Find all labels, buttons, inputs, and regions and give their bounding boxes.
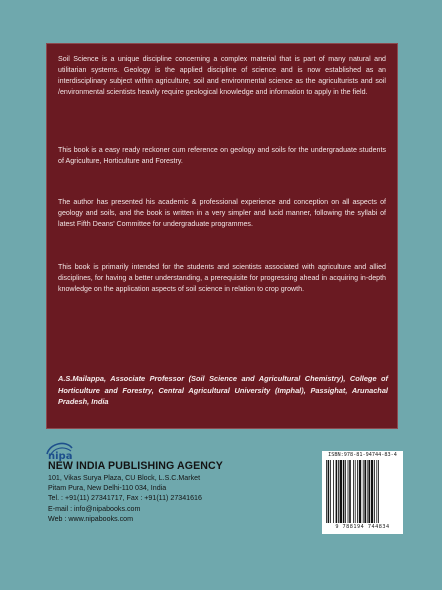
blurb-paragraph-2: This book is a easy ready reckoner cum reference on geology and soils for the undergraduate students of Agriculture, Horticulture and Forestry. bbox=[58, 146, 386, 166]
barcode-bar bbox=[349, 460, 351, 523]
svg-text:nipa: nipa bbox=[48, 451, 73, 461]
publisher-address-line-1: 101, Vikas Surya Plaza, CU Block, L.S.C.Market bbox=[48, 474, 201, 482]
publisher-address-line-2: Pitam Pura, New Delhi-110 034, India bbox=[48, 484, 167, 493]
barcode-bar bbox=[353, 460, 354, 523]
barcode-digits: 9 788194 744834 bbox=[335, 524, 390, 530]
barcode-bar bbox=[333, 460, 334, 523]
barcode-bar bbox=[328, 460, 330, 523]
barcode-bar bbox=[371, 460, 373, 523]
publisher-block bbox=[48, 459, 308, 524]
blurb-panel bbox=[46, 43, 398, 429]
publisher-website: Web : www.nipabooks.com bbox=[48, 514, 134, 523]
barcode-bar bbox=[378, 460, 379, 523]
barcode-bar bbox=[336, 460, 338, 523]
barcode-bar bbox=[367, 460, 368, 523]
barcode-bar bbox=[348, 460, 349, 523]
barcode-bar bbox=[364, 460, 366, 523]
barcode-bar bbox=[338, 460, 339, 523]
barcode-bar bbox=[376, 460, 377, 523]
blurb-paragraph-3: The author has presented his academic & professional experience and conception on all aspects of geology and soils, and the book is written in a very simpler and lucid manner, following the syllabi of latest Fifth Deans' Committee for undergraduate programmes. bbox=[58, 198, 386, 229]
barcode-bar bbox=[359, 460, 361, 523]
isbn-label: ISBN:978-81-94744-83-4 bbox=[328, 452, 397, 458]
barcode-bar bbox=[363, 460, 364, 523]
barcode-bar bbox=[355, 460, 356, 523]
nipa-logo-graphic bbox=[44, 437, 74, 461]
publisher-email: E-mail : info@nipabooks.com bbox=[48, 504, 141, 513]
publisher-phone: Tel. : +91(11) 27341717, Fax : +91(11) 27341616 bbox=[48, 494, 202, 503]
blurb-paragraph-4: This book is primarily intended for the students and scientists associated with agriculture and allied disciplines, for having a better understanding, a prerequisite for progressing ahead in acquiring in-depth knowledge on the application aspects of soil science in relation to crop growth. bbox=[58, 263, 386, 294]
barcode-bar bbox=[357, 460, 358, 523]
barcode-bars bbox=[326, 460, 399, 523]
barcode-bar bbox=[345, 460, 346, 523]
barcode-bar bbox=[343, 460, 345, 523]
barcode-bar bbox=[368, 460, 370, 523]
publisher-name: NEW INDIA PUBLISHING AGENCY bbox=[48, 460, 223, 472]
barcode-bar bbox=[340, 460, 342, 523]
nipa-logo bbox=[44, 437, 74, 461]
author-credit: A.S.Mailappa, Associate Professor (Soil Science and Agricultural Chemistry), College of Horticulture and Forestry, Central Agricultural University (Imphal), Passighat, Arunachal Pradesh, India bbox=[58, 374, 388, 407]
barcode-bar bbox=[330, 460, 331, 523]
barcode-bar bbox=[326, 460, 327, 523]
barcode-bar bbox=[374, 460, 375, 523]
blurb-paragraph-1: Soil Science is a unique discipline concerning a complex material that is part of many natural and utilitarian systems. Geology is the applied discipline of science and is now established as an interdisciplinary subject within agriculture, soil and environmental science as the agriculturists and soil /environmental scientists heavily require geological knowledge and information to apply in the field. bbox=[58, 55, 386, 97]
isbn-barcode bbox=[322, 451, 403, 534]
